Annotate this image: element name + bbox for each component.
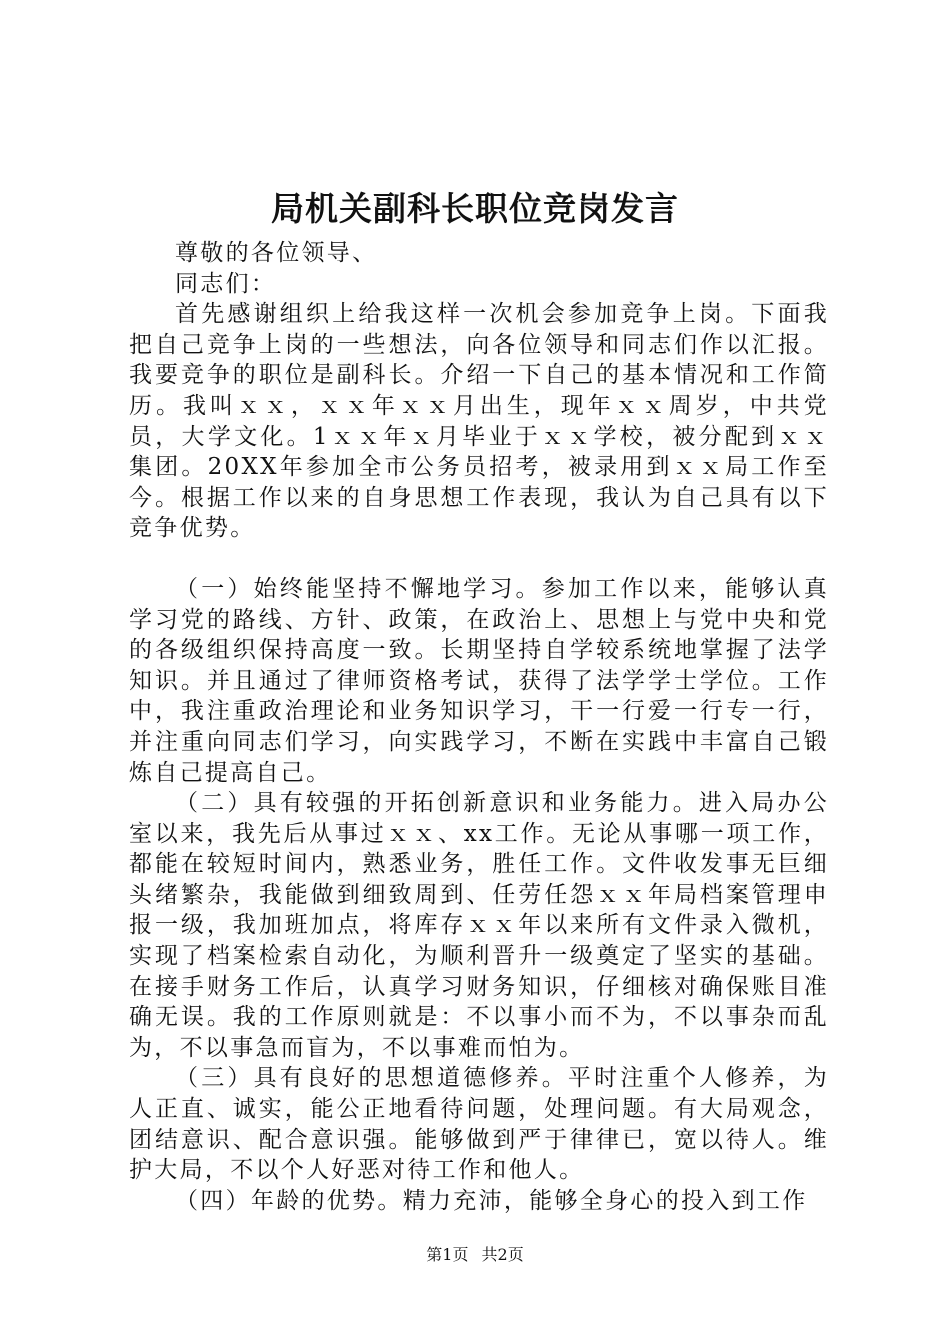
greeting-line: 尊敬的各位领导、 — [175, 240, 378, 266]
paragraph-point-4: （四）年龄的优势。精力充沛，能够全身心的投入到工作 — [175, 1187, 808, 1214]
paragraph-point-2: （二）具有较强的开拓创新意识和业务能力。进入局办公室以来，我先后从事过ｘｘ、xx工作。无论从事哪一项工作，都能在较短时间内，熟悉业务，胜任工作。文件收发事无巨细头绪繁杂，我能做到细致周到、任劳任怨ｘｘ年局档案管理申报一级，我加班加点，将库存ｘｘ年以来所有文件录入微机，实现了档案检索自动化，为顺利晋升一级奠定了坚实的基础。在接手财务工作后，认真学习财务知识，仔细核对确保账目准确无误。我的工作原则就是：不以事小而不为，不以事杂而乱为，不以事急而盲为，不以事难而怕为。 — [129, 790, 829, 1061]
page-number: 第1页 — [426, 1245, 469, 1264]
page-total: 共2页 — [481, 1245, 524, 1264]
page-footer — [0, 1244, 950, 1266]
paragraph-point-1: （一）始终能坚持不懈地学习。参加工作以来，能够认真学习党的路线、方针、政策，在政治上、思想上与党中央和党的各级组织保持高度一致。长期坚持自学较系统地掌握了法学知识。并且通过了律师资格考试，获得了法学学士学位。工作中，我注重政治理论和业务知识学习，干一行爱一行专一行，并注重向同志们学习，向实践学习，不断在实践中丰富自己锻炼自己提高自己。 — [129, 575, 829, 786]
paragraph-spacer — [129, 544, 829, 574]
paragraph-point-3: （三）具有良好的思想道德修养。平时注重个人修养，为人正直、诚实，能公正地看待问题，处理问题。有大局观念，团结意识、配合意识强。能够做到严于律律已，宽以待人。维护大局，不以个人好恶对待工作和他人。 — [129, 1065, 829, 1184]
paragraph-intro: 首先感谢组织上给我这样一次机会参加竞争上岗。下面我把自己竞争上岗的一些想法，向各位领导和同志们作以汇报。我要竞争的职位是副科长。介绍一下自己的基本情况和工作简历。我叫ｘｘ，ｘｘ年ｘｘ月出生，现年ｘｘ周岁，中共党员，大学文化。1ｘｘ年ｘ月毕业于ｘｘ学校，被分配到ｘｘ集团。20XX年参加全市公务员招考，被录用到ｘｘ局工作至今。根据工作以来的自身思想工作表现，我认为自己具有以下竞争优势。 — [129, 301, 829, 542]
document-title: 局机关副科长职位竞岗发言 — [271, 189, 679, 228]
greeting-line: 同志们： — [175, 270, 277, 297]
document-body — [129, 238, 829, 1216]
